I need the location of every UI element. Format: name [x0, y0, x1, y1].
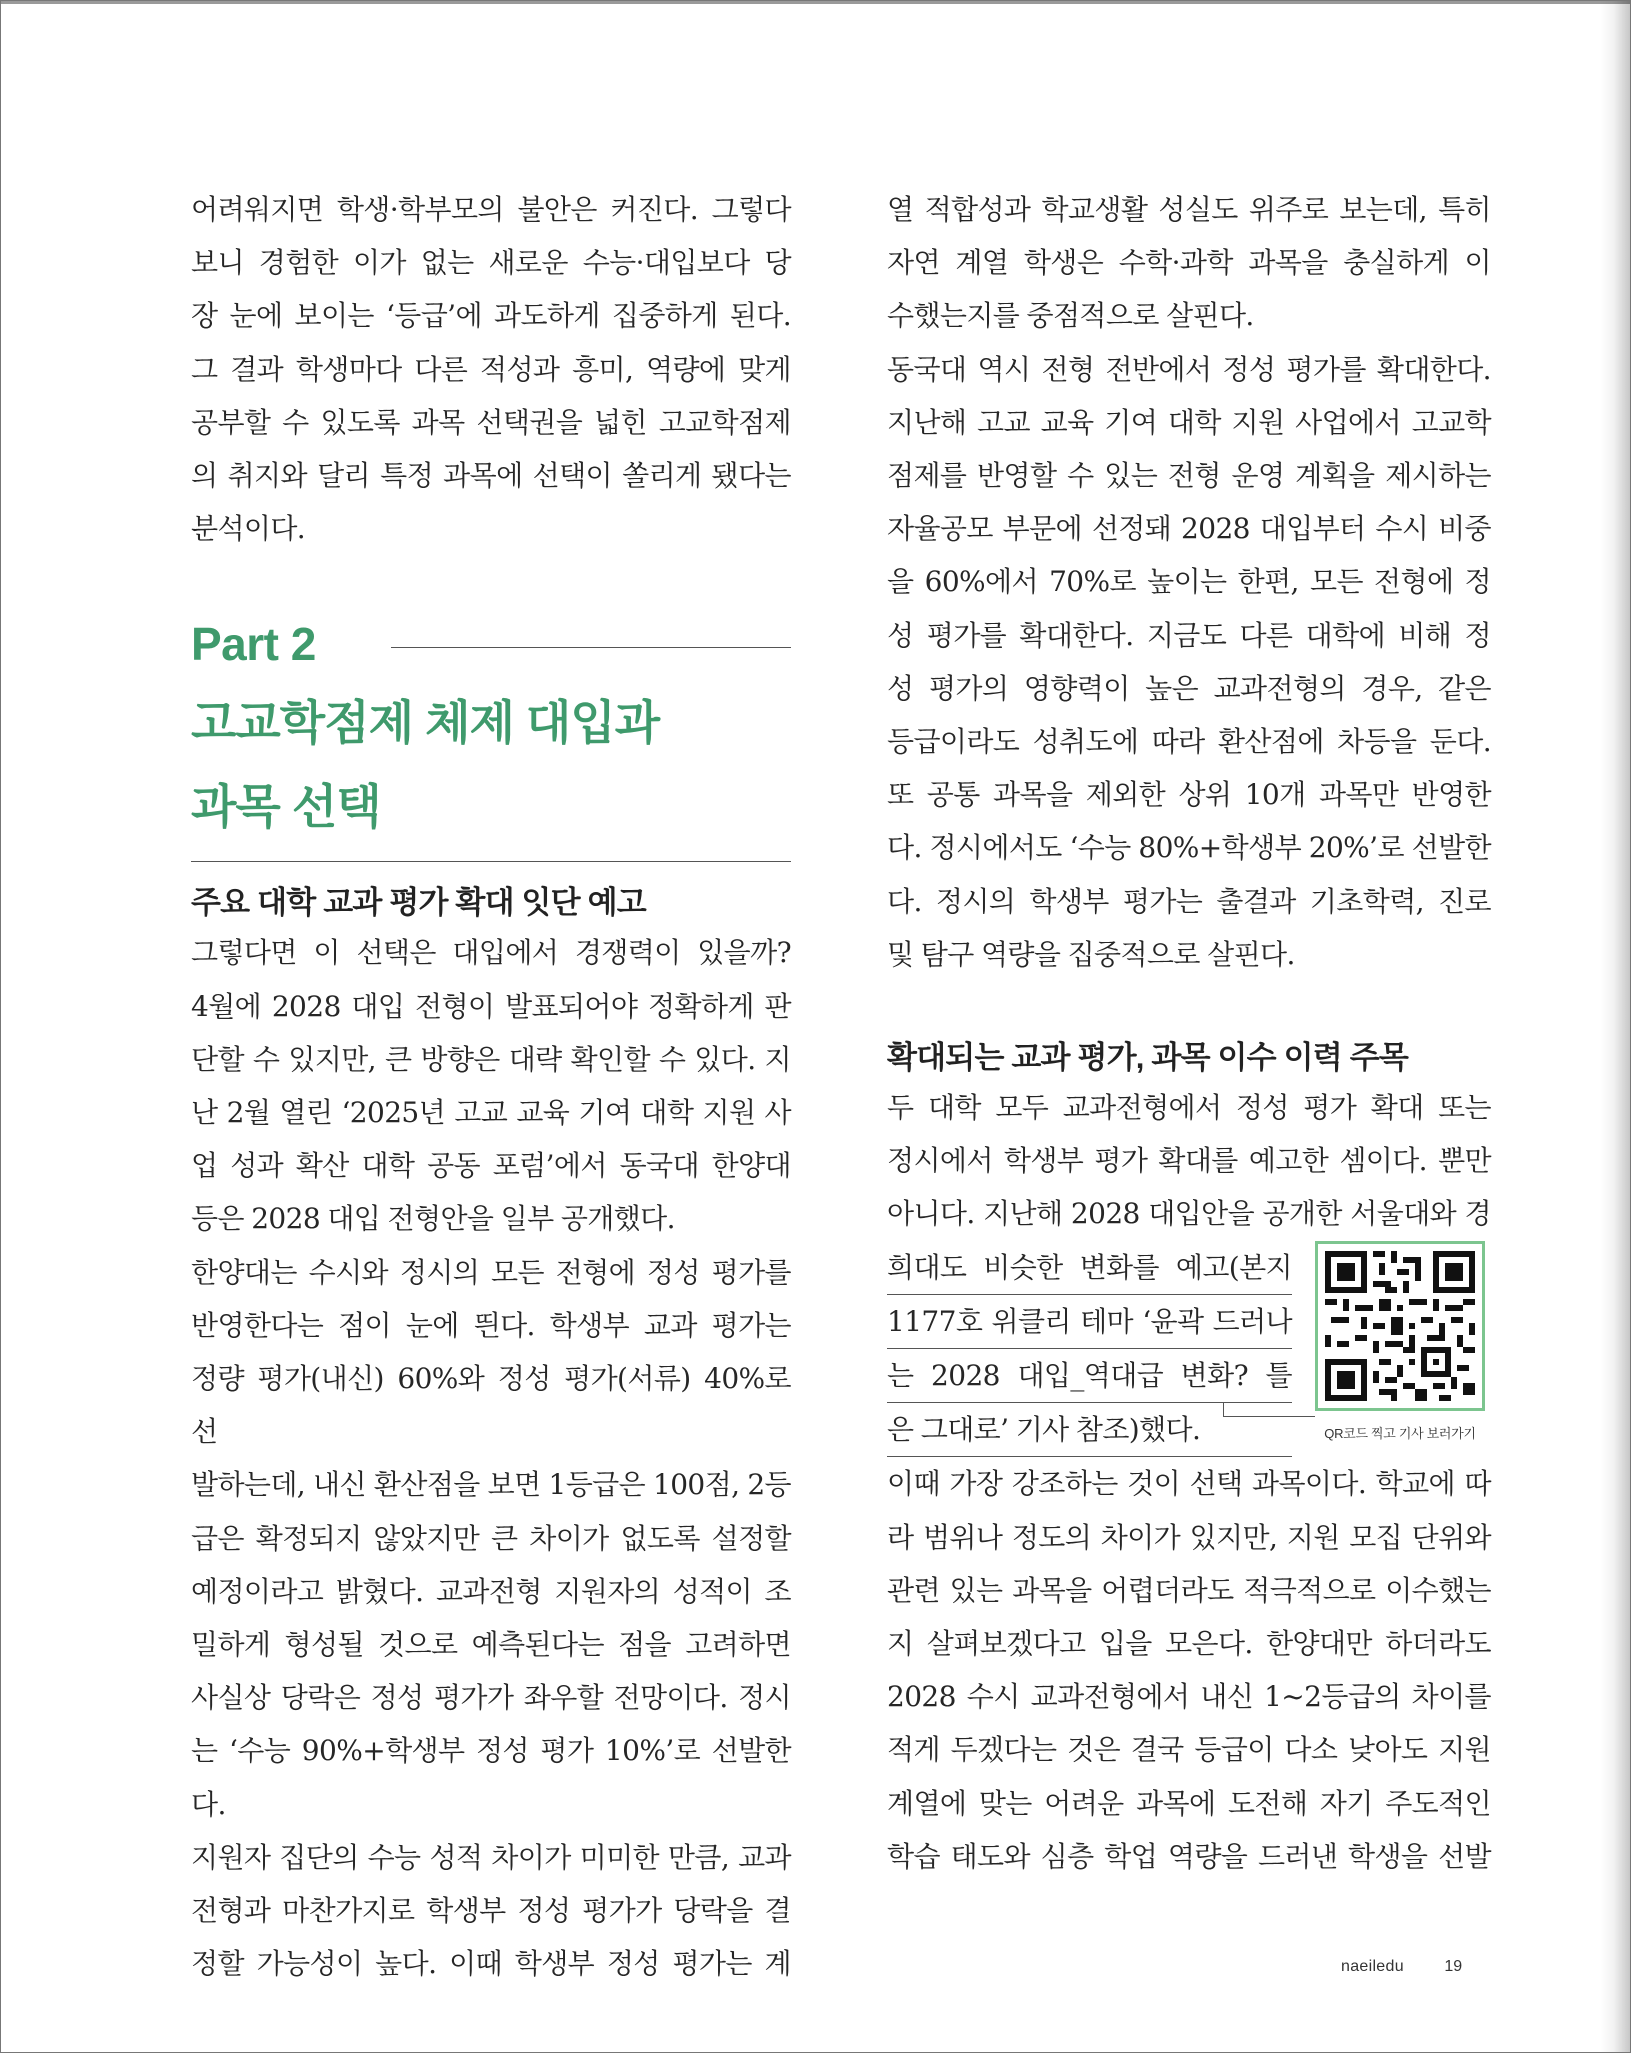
text-line: 아니다. 지난해 2028 대입안을 공개한 서울대와 경 — [887, 1197, 1491, 1231]
text-line: 동국대 역시 전형 전반에서 정성 평가를 확대한다. — [887, 352, 1491, 386]
paragraph-dongguk — [887, 343, 1491, 981]
text-line: 장 눈에 보이는 ‘등급’에 과도하게 집중하게 된다. — [191, 299, 791, 333]
text-line: 적게 두겠다는 것은 결국 등급이 다소 낮아도 지원 — [887, 1733, 1491, 1767]
text-line: 공부할 수 있도록 과목 선택권을 넓힌 고교학점제 — [191, 405, 791, 439]
text-line: 업 성과 확산 대학 공동 포럼’에서 동국대 한양대 — [191, 1149, 791, 1183]
text-line: 자율공모 부문에 선정돼 2028 대입부터 수시 비중 — [887, 512, 1491, 546]
paragraph-both-universities — [887, 1081, 1491, 1241]
text-line: 는 2028 대입_역대급 변화? 틀 — [887, 1349, 1292, 1403]
text-line: 밀하게 형성될 것으로 예측된다는 점을 고려하면 — [191, 1628, 791, 1662]
text-line: 희대도 비슷한 변화를 예고(본지 — [887, 1241, 1292, 1295]
text-line: 또 공통 과목을 제외한 상위 10개 과목만 반영한 — [887, 778, 1491, 812]
left-column — [191, 183, 791, 1990]
text-line: 은 그대로’ 기사 참조)했다. — [887, 1403, 1292, 1457]
section-subhead: 주요 대학 교과 평가 확대 잇단 예고 — [191, 885, 646, 921]
qr-code[interactable] — [1315, 1241, 1485, 1411]
text-line: 분석이다. — [191, 512, 306, 546]
text-line: 그 결과 학생마다 다른 적성과 흥미, 역량에 맞게 — [191, 352, 791, 386]
text-line: 4월에 2028 대입 전형이 발표되어야 정확하게 판 — [191, 989, 791, 1023]
text-line: 전형과 마찬가지로 학생부 정성 평가가 당락을 결 — [191, 1894, 791, 1928]
text-line: 지난해 고교 교육 기여 대학 지원 사업에서 고교학 — [887, 405, 1491, 439]
text-line: 열 적합성과 학교생활 성실도 위주로 보는데, 특히 — [887, 193, 1491, 226]
part-title-line: 과목 선택 — [191, 780, 381, 834]
page-footer — [1341, 1958, 1462, 1976]
text-line: 보니 경험한 이가 없는 새로운 수능·대입보다 당 — [191, 246, 791, 280]
text-line: 단할 수 있지만, 큰 방향은 대략 확인할 수 있다. 지 — [191, 1042, 791, 1076]
text-line: 계열에 맞는 어려운 과목에 도전해 자기 주도적인 — [887, 1786, 1491, 1820]
text-line: 자연 계열 학생은 수학·과학 과목을 충실하게 이 — [887, 246, 1491, 280]
part-heading-block — [191, 613, 791, 862]
text-line: 그렇다면 이 선택은 대입에서 경쟁력이 있을까? — [191, 936, 791, 970]
text-line: 지 살펴보겠다고 입을 모은다. 한양대만 하더라도 — [887, 1627, 1491, 1661]
text-line: 두 대학 모두 교과전형에서 정성 평가 확대 또는 — [887, 1091, 1491, 1125]
text-line: 예정이라고 밝혔다. 교과전형 지원자의 성적이 조 — [191, 1574, 791, 1608]
text-line: 학습 태도와 심층 학업 역량을 드러낸 학생을 선발 — [887, 1839, 1491, 1873]
text-line: 성 평가의 영향력이 높은 교과전형의 경우, 같은 — [887, 671, 1491, 705]
part-label: Part 2 — [191, 618, 316, 671]
qr-reference-block — [887, 1241, 1491, 1458]
text-line: 및 탐구 역량을 집중적으로 살핀다. — [887, 937, 1295, 971]
qr-reference-text — [887, 1241, 1292, 1458]
text-line: 반영한다는 점이 눈에 띈다. 학생부 교과 평가는 — [191, 1308, 791, 1342]
text-line: 한양대는 수시와 정시의 모든 전형에 정성 평가를 — [191, 1255, 791, 1289]
page-top-edge — [1, 1, 1630, 4]
qr-caption: QR코드 찍고 기사 보러가기 — [1324, 1425, 1476, 1441]
footer-brand: naeiledu — [1341, 1958, 1404, 1975]
text-line: 등은 2028 대입 전형안을 일부 공개했다. — [191, 1202, 675, 1236]
text-line: 급은 확정되지 않았지만 큰 차이가 없도록 설정할 — [191, 1521, 791, 1555]
part-divider — [391, 647, 791, 648]
text-line: 다. 정시에서도 ‘수능 80%+학생부 20%’로 선발한 — [887, 831, 1491, 865]
text-line: 2028 수시 교과전형에서 내신 1~2등급의 차이를 — [887, 1680, 1491, 1714]
qr-code-icon — [1325, 1251, 1475, 1401]
text-line: 이때 가장 강조하는 것이 선택 과목이다. 학교에 따 — [887, 1467, 1491, 1501]
text-line: 는 ‘수능 90%+학생부 정성 평가 10%’로 선발한다. — [191, 1734, 791, 1821]
part-title — [191, 681, 791, 849]
text-line: 성 평가를 확대한다. 지금도 다른 대학에 비해 정 — [887, 618, 1491, 652]
text-line: 을 60%에서 70%로 높이는 한편, 모든 전형에 정 — [887, 565, 1491, 599]
paragraph-hanyang — [191, 1246, 791, 1991]
text-line: 지원자 집단의 수능 성적 차이가 미미한 만큼, 교과 — [191, 1840, 791, 1874]
text-line: 라 범위나 정도의 차이가 있지만, 지원 모집 단위와 — [887, 1520, 1491, 1554]
text-line: 발하는데, 내신 환산점을 보면 1등급은 100점, 2등 — [191, 1468, 791, 1502]
qr-leader-line — [1223, 1403, 1315, 1417]
section-subhead: 확대되는 교과 평가, 과목 이수 이력 주목 — [887, 1040, 1409, 1076]
right-column — [887, 183, 1491, 1883]
text-line: 1177호 위클리 테마 ‘윤곽 드러나 — [887, 1295, 1292, 1349]
paragraph-forum — [191, 926, 791, 1245]
text-line: 정시에서 학생부 평가 확대를 예고한 셈이다. 뿐만 — [887, 1144, 1491, 1178]
page-spine-shadow — [1600, 1, 1630, 2052]
text-line: 다. 정시의 학생부 평가는 출결과 기초학력, 진로 — [887, 884, 1491, 918]
text-line: 사실상 당락은 정성 평가가 좌우할 전망이다. 정시 — [191, 1681, 791, 1715]
text-line: 등급이라도 성취도에 따라 환산점에 차등을 둔다. — [887, 725, 1491, 759]
part-title-line: 고교학점제 체제 대입과 — [191, 696, 660, 750]
text-line: 수했는지를 중점적으로 살핀다. — [887, 299, 1254, 333]
page-number: 19 — [1444, 1958, 1463, 1975]
paragraph-elective-subjects — [887, 1457, 1491, 1883]
text-line: 점제를 반영할 수 있는 전형 운영 계획을 제시하는 — [887, 459, 1491, 493]
text-line: 관련 있는 과목을 어렵더라도 적극적으로 이수했는 — [887, 1573, 1491, 1607]
text-line: 정량 평가(내신) 60%와 정성 평가(서류) 40%로 선 — [191, 1362, 791, 1449]
text-line: 정할 가능성이 높다. 이때 학생부 정성 평가는 계 — [191, 1947, 791, 1981]
text-line: 의 취지와 달리 특정 과목에 선택이 쏠리게 됐다는 — [191, 459, 791, 493]
text-line: 어려워지면 학생·학부모의 불안은 커진다. 그렇다 — [191, 193, 791, 226]
text-line: 난 2월 열린 ‘2025년 고교 교육 기여 대학 지원 사 — [191, 1096, 791, 1130]
section-divider — [191, 861, 791, 862]
paragraph-continued — [887, 183, 1491, 343]
intro-paragraph — [191, 183, 791, 555]
